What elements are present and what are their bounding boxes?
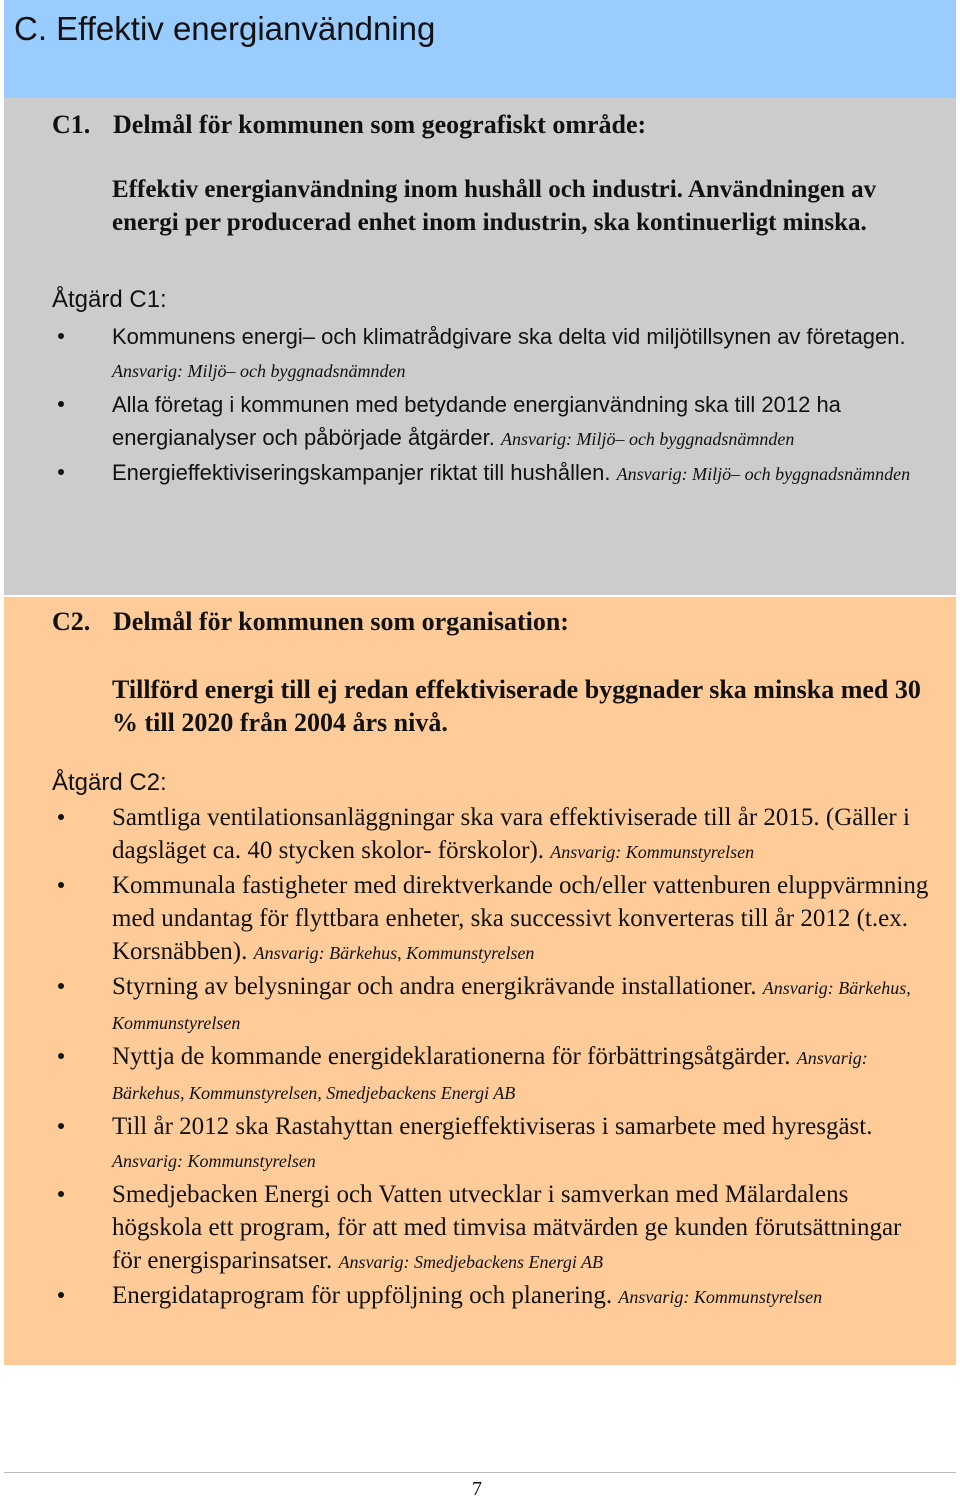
c1-number: C1. bbox=[52, 110, 91, 139]
item-text: Kommunens energi– och klimatrådgivare ska delta vid miljötillsynen av företagen. bbox=[112, 324, 906, 349]
c2-heading-text: Delmål för kommunen som organisation: bbox=[113, 607, 569, 636]
item-responsible: Ansvarig: Miljö– och byggnadsnämnden bbox=[616, 464, 911, 484]
bullet-icon bbox=[58, 983, 64, 989]
bullet-icon bbox=[58, 882, 64, 888]
c1-heading-text: Delmål för kommunen som geografiskt område: bbox=[113, 110, 647, 139]
item-responsible: Ansvarig: Bärkehus, Kommunstyrelsen, Smedjebackens Energi AB bbox=[112, 1048, 868, 1103]
chapter-header bbox=[4, 0, 956, 98]
footer-divider bbox=[4, 1472, 956, 1473]
c2-number: C2. bbox=[52, 607, 91, 636]
item-text: Styrning av belysningar och andra energikrävande installationer. bbox=[112, 973, 757, 1000]
c2-action-list bbox=[52, 801, 932, 1314]
item-text: Samtliga ventilationsanläggningar ska vara effektiviserade till år 2015. (Gäller i dagsläget ca. 40 stycken skolor- förskolor). bbox=[112, 804, 910, 864]
bullet-icon bbox=[58, 401, 64, 407]
item-text: Alla företag i kommunen med betydande energianvändning ska till 2012 ha energianalyser och påbörjade åtgärder. bbox=[112, 392, 841, 450]
c2-heading bbox=[52, 607, 569, 637]
c2-atgard-title: Åtgärd C2: bbox=[52, 769, 167, 796]
item-responsible: Ansvarig: Kommunstyrelsen bbox=[550, 842, 755, 862]
list-item bbox=[52, 388, 932, 456]
list-item bbox=[52, 320, 932, 388]
list-item bbox=[52, 1279, 932, 1314]
list-item bbox=[52, 970, 932, 1040]
list-item bbox=[52, 1040, 932, 1110]
chapter-title: C. Effektiv energianvändning bbox=[14, 10, 436, 47]
item-responsible: Ansvarig: Miljö– och byggnadsnämnden bbox=[112, 361, 406, 381]
c1-goal: Effektiv energianvändning inom hushåll och industri. Användningen av energi per producerad enhet inom industrin, ska kontinuerligt minska. bbox=[112, 176, 877, 236]
item-text: Energidataprogram för uppföljning och planering. bbox=[112, 1282, 613, 1309]
item-text: Kommunala fastigheter med direktverkande och/eller vattenburen eluppvärmning med undantag för flyttbara enheter, ska successivt konverteras till år 2012 (t.ex. Korsnäbben). bbox=[112, 872, 929, 965]
bullet-icon bbox=[58, 1292, 64, 1298]
item-responsible: Ansvarig: Smedjebackens Energi AB bbox=[338, 1252, 603, 1272]
bullet-icon bbox=[58, 1123, 64, 1129]
item-responsible: Ansvarig: Miljö– och byggnadsnämnden bbox=[500, 429, 795, 449]
bullet-icon bbox=[58, 469, 64, 475]
item-text: Energieffektiviseringskampanjer riktat till hushållen. bbox=[112, 460, 611, 485]
bullet-icon bbox=[58, 1191, 64, 1197]
page-number: 7 bbox=[472, 1478, 482, 1500]
bullet-icon bbox=[58, 1053, 64, 1059]
item-text: Smedjebacken Energi och Vatten utvecklar i samverkan med Mälardalens högskola ett program, för att med timvisa mätvärden ge kunden förutsättningar för energisparinsatser. bbox=[112, 1181, 902, 1274]
bullet-icon bbox=[58, 333, 64, 339]
list-item bbox=[52, 869, 932, 970]
item-text: Nyttja de kommande energideklarationerna för förbättringsåtgärder. bbox=[112, 1043, 791, 1070]
section-c2-box bbox=[4, 597, 956, 1365]
section-c1-box bbox=[4, 98, 956, 595]
c1-atgard-title: Åtgärd C1: bbox=[52, 286, 167, 313]
c2-goal: Tillförd energi till ej redan effektiviserade byggnader ska minska med 30 % till 2020 från 2004 års nivå. bbox=[112, 675, 921, 737]
list-item bbox=[52, 1178, 932, 1279]
item-responsible: Ansvarig: Kommunstyrelsen bbox=[618, 1287, 823, 1307]
item-responsible: Ansvarig: Bärkehus, Kommunstyrelsen bbox=[253, 943, 535, 963]
list-item bbox=[52, 456, 932, 491]
list-item bbox=[52, 1110, 932, 1178]
item-text: Till år 2012 ska Rastahyttan energieffektiviseras i samarbete med hyresgäst. bbox=[112, 1113, 873, 1140]
bullet-icon bbox=[58, 814, 64, 820]
c1-heading bbox=[52, 110, 646, 140]
list-item bbox=[52, 801, 932, 869]
c1-action-list bbox=[52, 320, 932, 491]
item-responsible: Ansvarig: Bärkehus, Kommunstyrelsen bbox=[112, 978, 911, 1033]
item-responsible: Ansvarig: Kommunstyrelsen bbox=[112, 1151, 316, 1171]
